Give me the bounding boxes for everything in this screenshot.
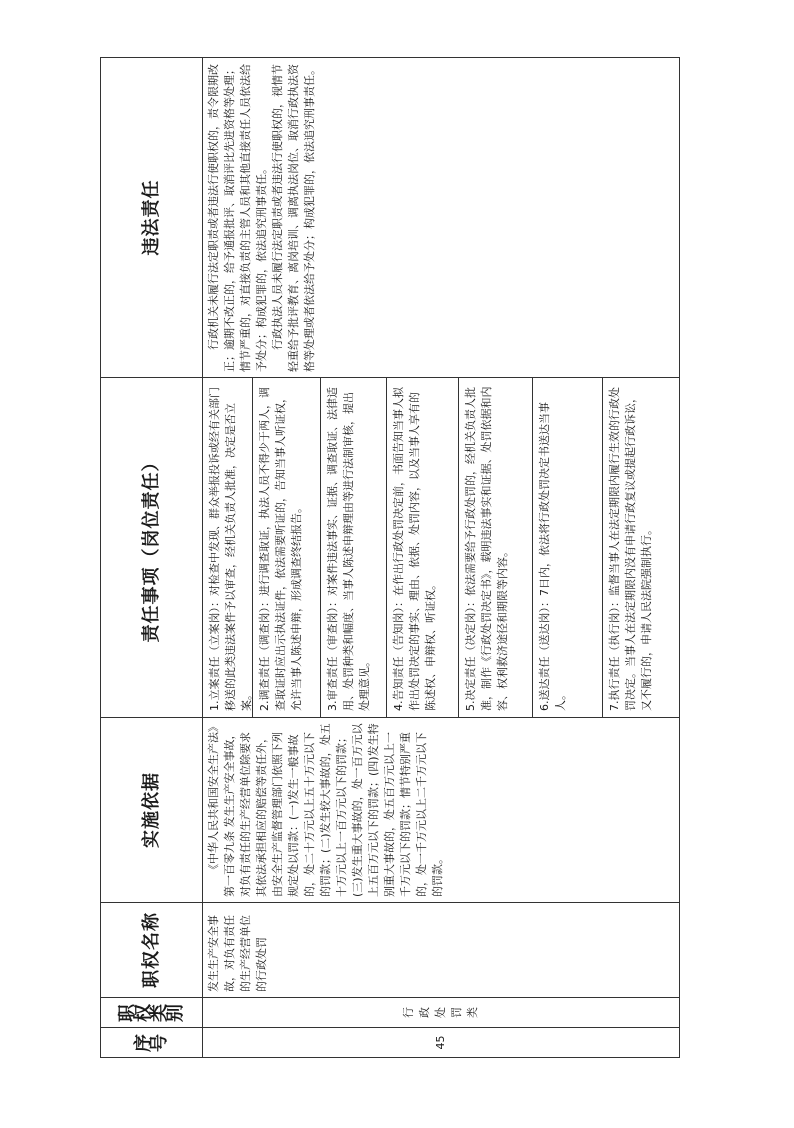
responsibility-list: [203, 378, 679, 717]
table-row: [203, 58, 680, 1058]
cell-liability: [203, 58, 680, 378]
cell-name: 发生生产安全事故，对负有责任的生产经营单位的行政处罚: [203, 903, 680, 998]
responsibility-item-7: 7.执行责任（执行岗）：监督当事人在法定期限内履行生效的行政处罚决定。当事人在法定期限内没有申请行政复议或提起行政诉讼，又不履行的，申请人民法院强制执行。: [608, 387, 653, 711]
header-liability: 违法责任: [101, 58, 203, 378]
cell-basis: [203, 718, 680, 903]
responsibility-item-3: 3.审查责任（审查岗）：对案件违法事实、证据、调查取证、法律适用、处罚种类和幅度、当事人陈述申辩理由等进行法制审核，提出处理意见。: [321, 378, 387, 717]
responsibility-item-5: 5.决定责任（决定岗）：依法需要给予行政处罚的，经机关负责人批准，制作《行政处罚决定书》，载明违法事实和证据、处罚依据和内容、权利救济途径和期限等内容。: [459, 378, 533, 717]
basis-text: 《中华人民共和国安全生产法》第一百零九条 发生生产安全事故，对负有责任的生产经营单位除要求其依法承担相应的赔偿等责任外，由安全生产监督管理部门依照下列规定处以罚款：(一)发生一般事故的，处二十万元以上五十万元以下的罚款；(二)发生较大事故的，处五十万元以上一百万元以下的罚款；(三)发生重大事故的，处一百万元以上五百万元以下的罚款；(四)发生特别重大事故的，处五百万元以上一千万元以下的罚款；情节特别严重的，处一千万元以上二千万元以下的罚款。: [207, 723, 444, 897]
responsibility-item-4: 4.告知责任（告知岗）：在作出行政处罚决定前，书面告知当事人拟作出处罚决定的事实、理由、依据、处罚内容，以及当事人享有的陈述权、申辩权、听证权。: [387, 378, 459, 717]
cell-category: 行政处罚类: [203, 998, 680, 1028]
responsibility-item-2: 2.调查责任（调查岗）：进行调查取证，执法人员不得少于两人，调查取证时应出示执法证件，依法需要听证的，告知当事人听证权，允许当事人陈述申辩，形成调查终结报告。: [253, 378, 321, 717]
table-header-row: [101, 58, 203, 1058]
liability-paragraph-1: 行政机关未履行法定职责或者违法行使职权的，责令限期改正；逾期不改正的，给予通报批评、取消评比先进资格等处理；情节严重的，对直接负责的主管人员和其他直接责任人员依法给予处分；构成犯罪的，依法追究刑事责任。: [207, 64, 268, 372]
responsibility-item-1: 1.立案责任（立案岗）：对检查中发现、群众举报投诉或经有关部门移送的此类违法案件予以审查，经机关负责人批准，决定是否立案。: [203, 378, 253, 717]
cell-seq: 45: [203, 1028, 680, 1058]
header-basis: 实施依据: [101, 718, 203, 903]
power-list-table: [100, 57, 680, 1058]
header-name: 职权名称: [101, 903, 203, 998]
header-seq: 序号: [101, 1028, 203, 1058]
responsibility-item-6: 6.送达责任（送达岗）：7日内，依法将行政处罚决定书送达当事人。: [533, 378, 603, 717]
liability-paragraph-2: 行政执法人员未履行法定职责或者违法行使职权的，视情节轻重给予批评教育、离岗培训、调离执法岗位、取消行政执法资格等处理或者依法给予处分；构成犯罪的，依法追究刑事责任。: [271, 64, 316, 372]
cell-responsibilities: [203, 378, 680, 718]
header-responsibility: 责任事项（岗位责任）: [101, 378, 203, 718]
rotated-table-wrapper: [100, 58, 680, 1058]
header-category: 职权类别: [101, 998, 203, 1028]
